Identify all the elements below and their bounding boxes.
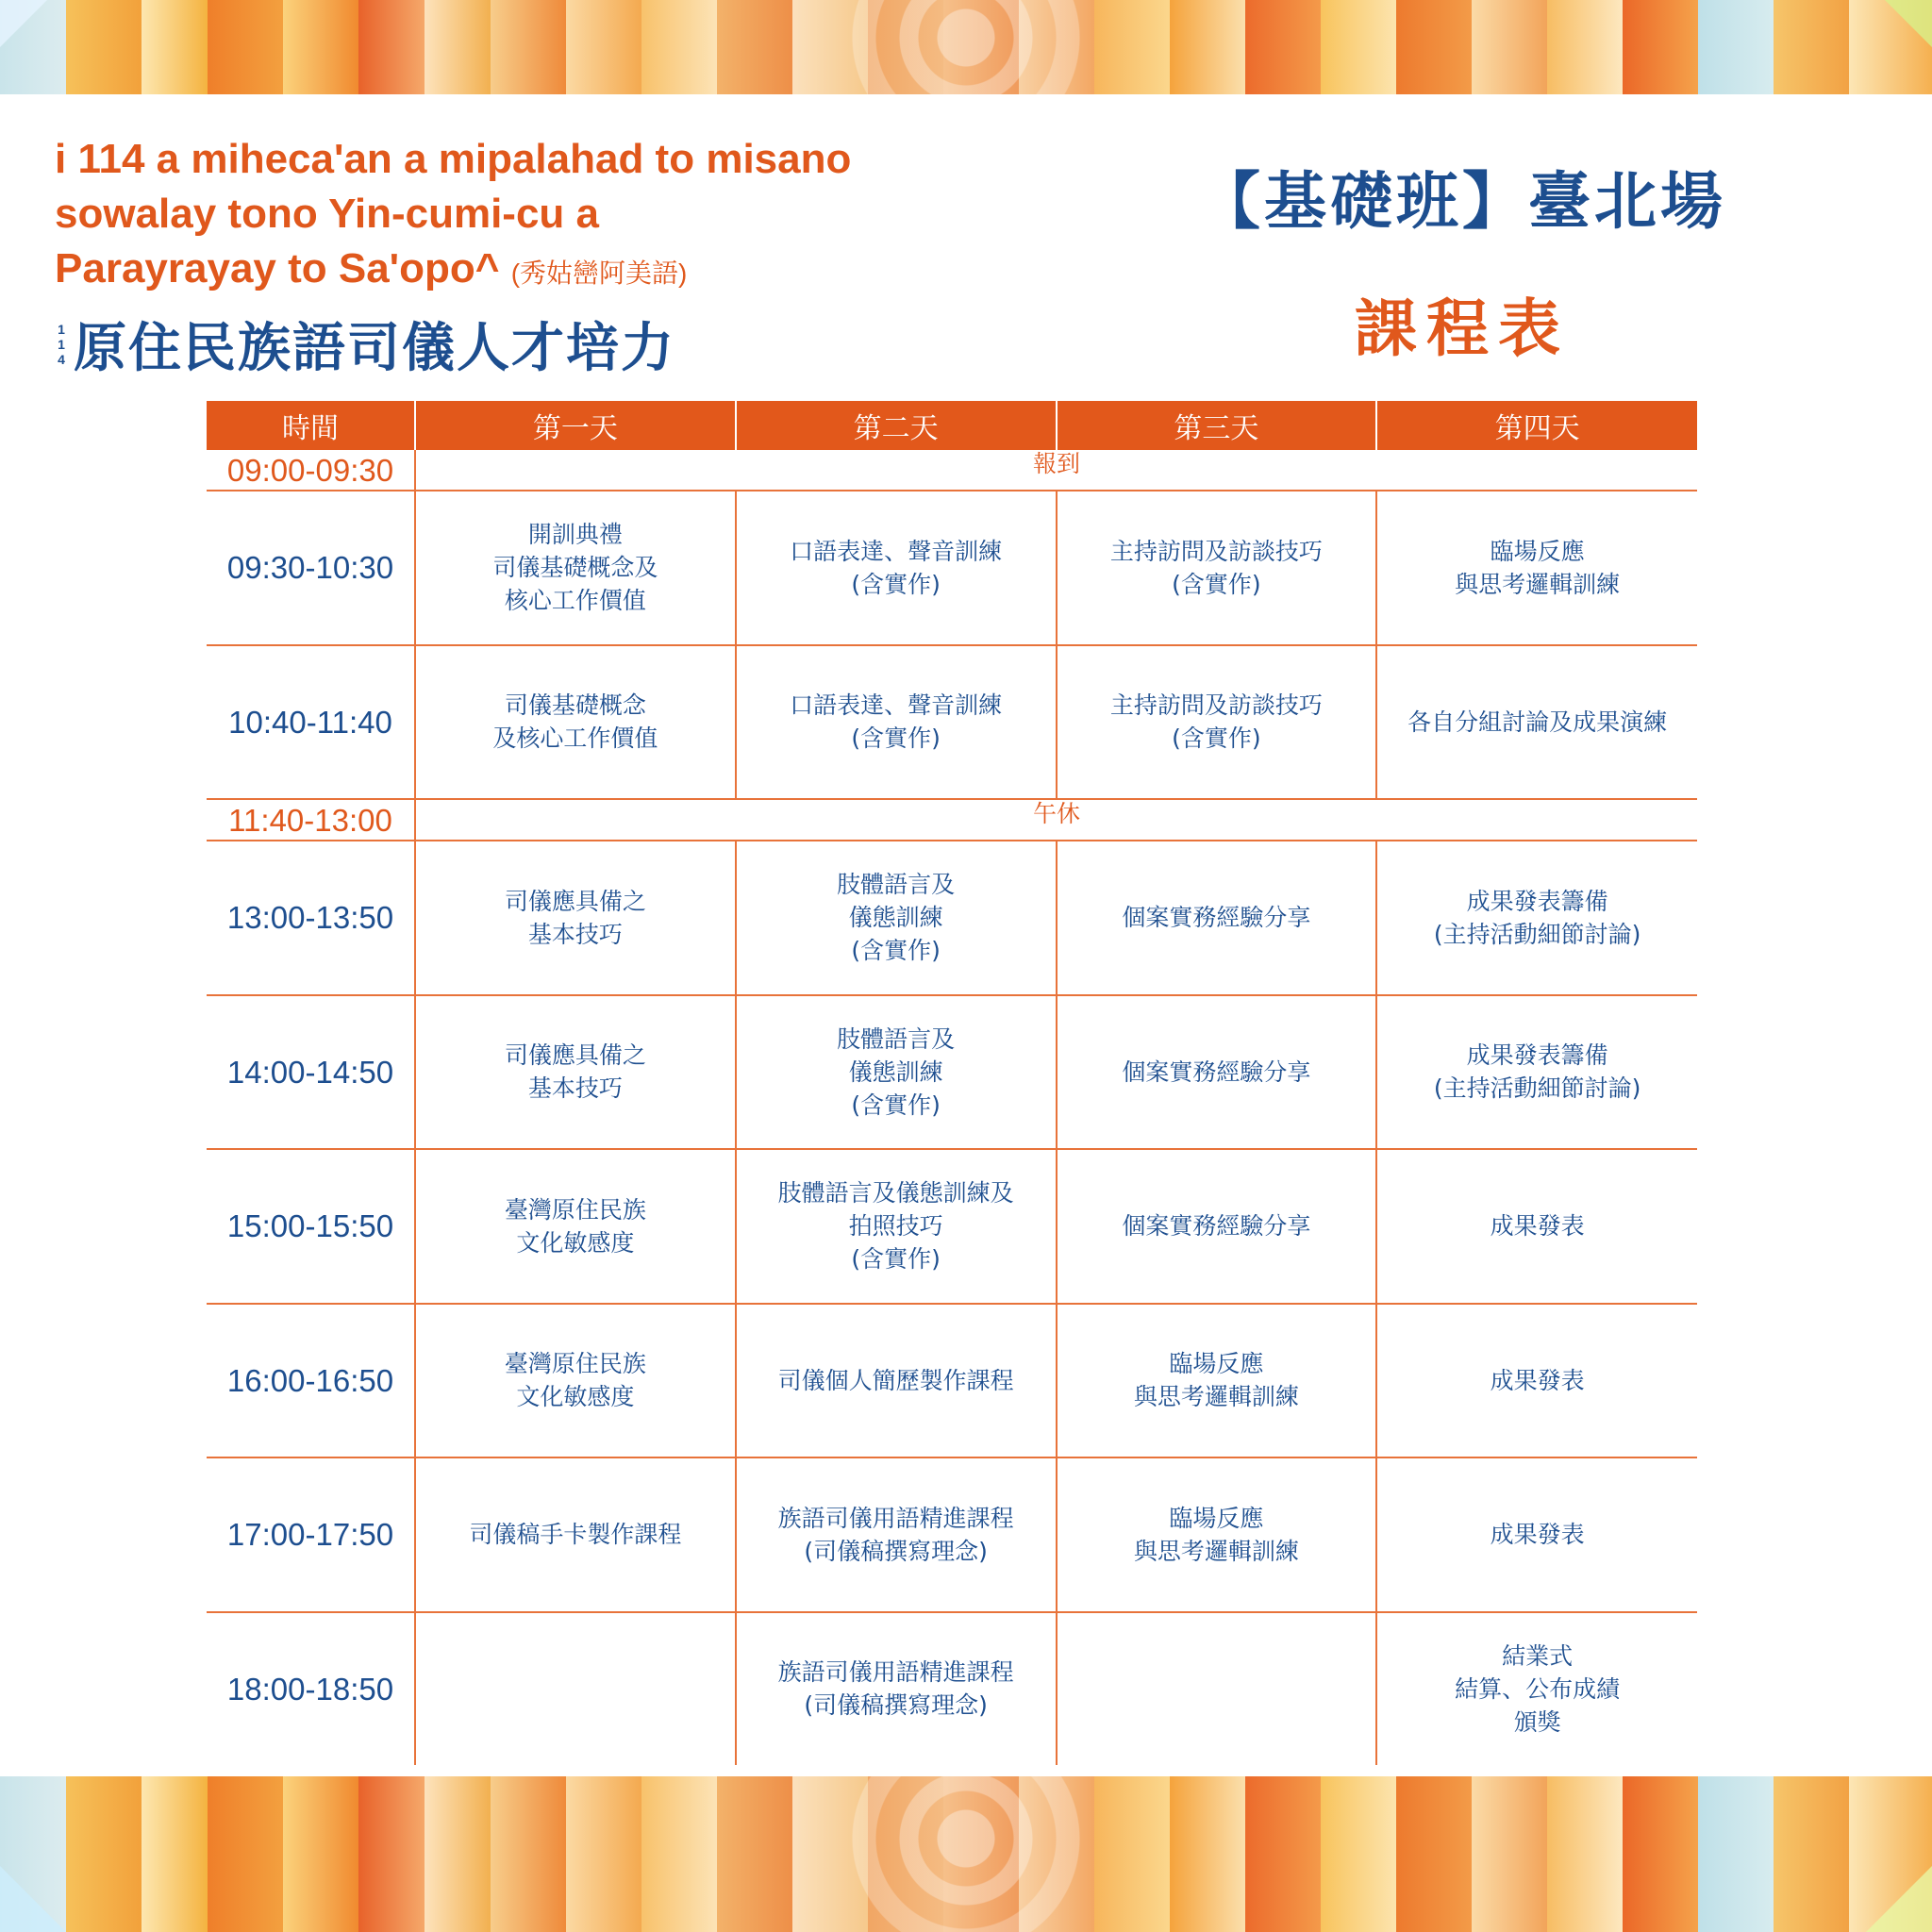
time-cell: 09:00-09:30 [207,450,415,491]
course-cell: 司儀基礎概念 及核心工作價值 [415,645,736,800]
class-title-block [1160,151,1764,368]
header-time: 時間 [207,401,415,450]
table-row [207,1304,1697,1458]
year-digit: 1 [58,322,65,337]
bottom-decorative-band [0,1776,1932,1932]
amis-language-note: (秀姑巒阿美語) [510,258,688,288]
bottom-right-corner-ornament [1866,1866,1932,1932]
header-day1: 第一天 [415,401,736,450]
table-row [207,1457,1697,1612]
header-day3: 第三天 [1057,401,1377,450]
course-cell: 司儀稿手卡製作課程 [415,1457,736,1612]
amis-title-line2: sowalay tono Yin-cumi-cu a [55,191,600,237]
checkin-row [207,450,1697,491]
schedule-title: 課程表 [1355,292,1570,365]
table-row [207,491,1697,645]
time-cell: 14:00-14:50 [207,995,415,1150]
time-cell: 13:00-13:50 [207,841,415,995]
top-decorative-band [0,0,1932,94]
checkin-label: 報到 [415,450,1697,491]
year-vertical [55,322,68,367]
top-right-corner-ornament [1885,0,1932,47]
course-cell: 族語司儀用語精進課程 (司儀稿撰寫理念) [736,1612,1057,1766]
header-day2: 第二天 [736,401,1057,450]
course-cell: 司儀個人簡歷製作課程 [736,1304,1057,1458]
course-cell: 司儀應具備之 基本技巧 [415,841,736,995]
course-cell: 臺灣原住民族 文化敏感度 [415,1304,736,1458]
course-cell: 肢體語言及 儀態訓練 (含實作) [736,841,1057,995]
amis-title-line3: Parayrayay to Sa'opo^ [55,245,500,291]
table-row [207,1612,1697,1766]
table-header-row [207,401,1697,450]
bottom-left-corner-ornament [0,1866,66,1932]
time-cell: 15:00-15:50 [207,1149,415,1304]
time-cell: 09:30-10:30 [207,491,415,645]
time-cell: 18:00-18:50 [207,1612,415,1766]
table-row [207,645,1697,800]
course-cell: 主持訪問及訪談技巧 (含實作) [1057,491,1377,645]
course-cell: 臨場反應 與思考邏輯訓練 [1057,1457,1377,1612]
course-cell: 口語表達、聲音訓練 (含實作) [736,491,1057,645]
amis-title [55,132,1092,301]
chinese-title: 原住民族語司儀人才培力 [74,318,675,379]
course-cell [1057,1612,1377,1766]
table-row [207,995,1697,1150]
course-cell: 個案實務經驗分享 [1057,995,1377,1150]
course-cell: 成果發表籌備 (主持活動細節討論) [1376,841,1697,995]
year-digit: 4 [58,352,65,367]
table-row [207,1149,1697,1304]
class-title: 【基礎班】臺北場 [1198,165,1726,238]
schedule-table [207,401,1697,1765]
course-cell: 族語司儀用語精進課程 (司儀稿撰寫理念) [736,1457,1057,1612]
header-day4: 第四天 [1376,401,1697,450]
course-cell: 口語表達、聲音訓練 (含實作) [736,645,1057,800]
course-cell: 肢體語言及儀態訓練及 拍照技巧 (含實作) [736,1149,1057,1304]
course-cell: 個案實務經驗分享 [1057,841,1377,995]
chinese-title-row [55,307,1092,382]
time-cell: 17:00-17:50 [207,1457,415,1612]
lunch-label: 午休 [415,799,1697,841]
year-digit: 1 [58,337,65,352]
course-cell: 各自分組討論及成果演練 [1376,645,1697,800]
course-cell: 司儀應具備之 基本技巧 [415,995,736,1150]
header-title-block [55,132,1092,382]
time-cell: 10:40-11:40 [207,645,415,800]
course-cell: 結業式 結算、公布成績 頒獎 [1455,1641,1621,1736]
amis-title-line1: i 114 a miheca'an a mipalahad to misano [55,136,852,182]
course-cell: 成果發表 [1376,1149,1697,1304]
course-cell: 成果發表 [1376,1457,1697,1612]
time-cell: 11:40-13:00 [207,799,415,841]
time-cell: 16:00-16:50 [207,1304,415,1458]
course-cell: 肢體語言及 儀態訓練 (含實作) [736,995,1057,1150]
table-row [207,841,1697,995]
course-cell: 臺灣原住民族 文化敏感度 [415,1149,736,1304]
course-cell: 個案實務經驗分享 [1057,1149,1377,1304]
top-left-corner-ornament [0,0,47,47]
course-cell: 開訓典禮 司儀基礎概念及 核心工作價值 [415,491,736,645]
lunch-row [207,799,1697,841]
course-cell: 成果發表 [1376,1304,1697,1458]
course-cell [415,1612,736,1766]
course-cell: 成果發表籌備 (主持活動細節討論) [1376,995,1697,1150]
course-cell: 主持訪問及訪談技巧 (含實作) [1057,645,1377,800]
course-cell: 臨場反應 與思考邏輯訓練 [1057,1304,1377,1458]
course-cell: 臨場反應 與思考邏輯訓練 [1376,491,1697,645]
